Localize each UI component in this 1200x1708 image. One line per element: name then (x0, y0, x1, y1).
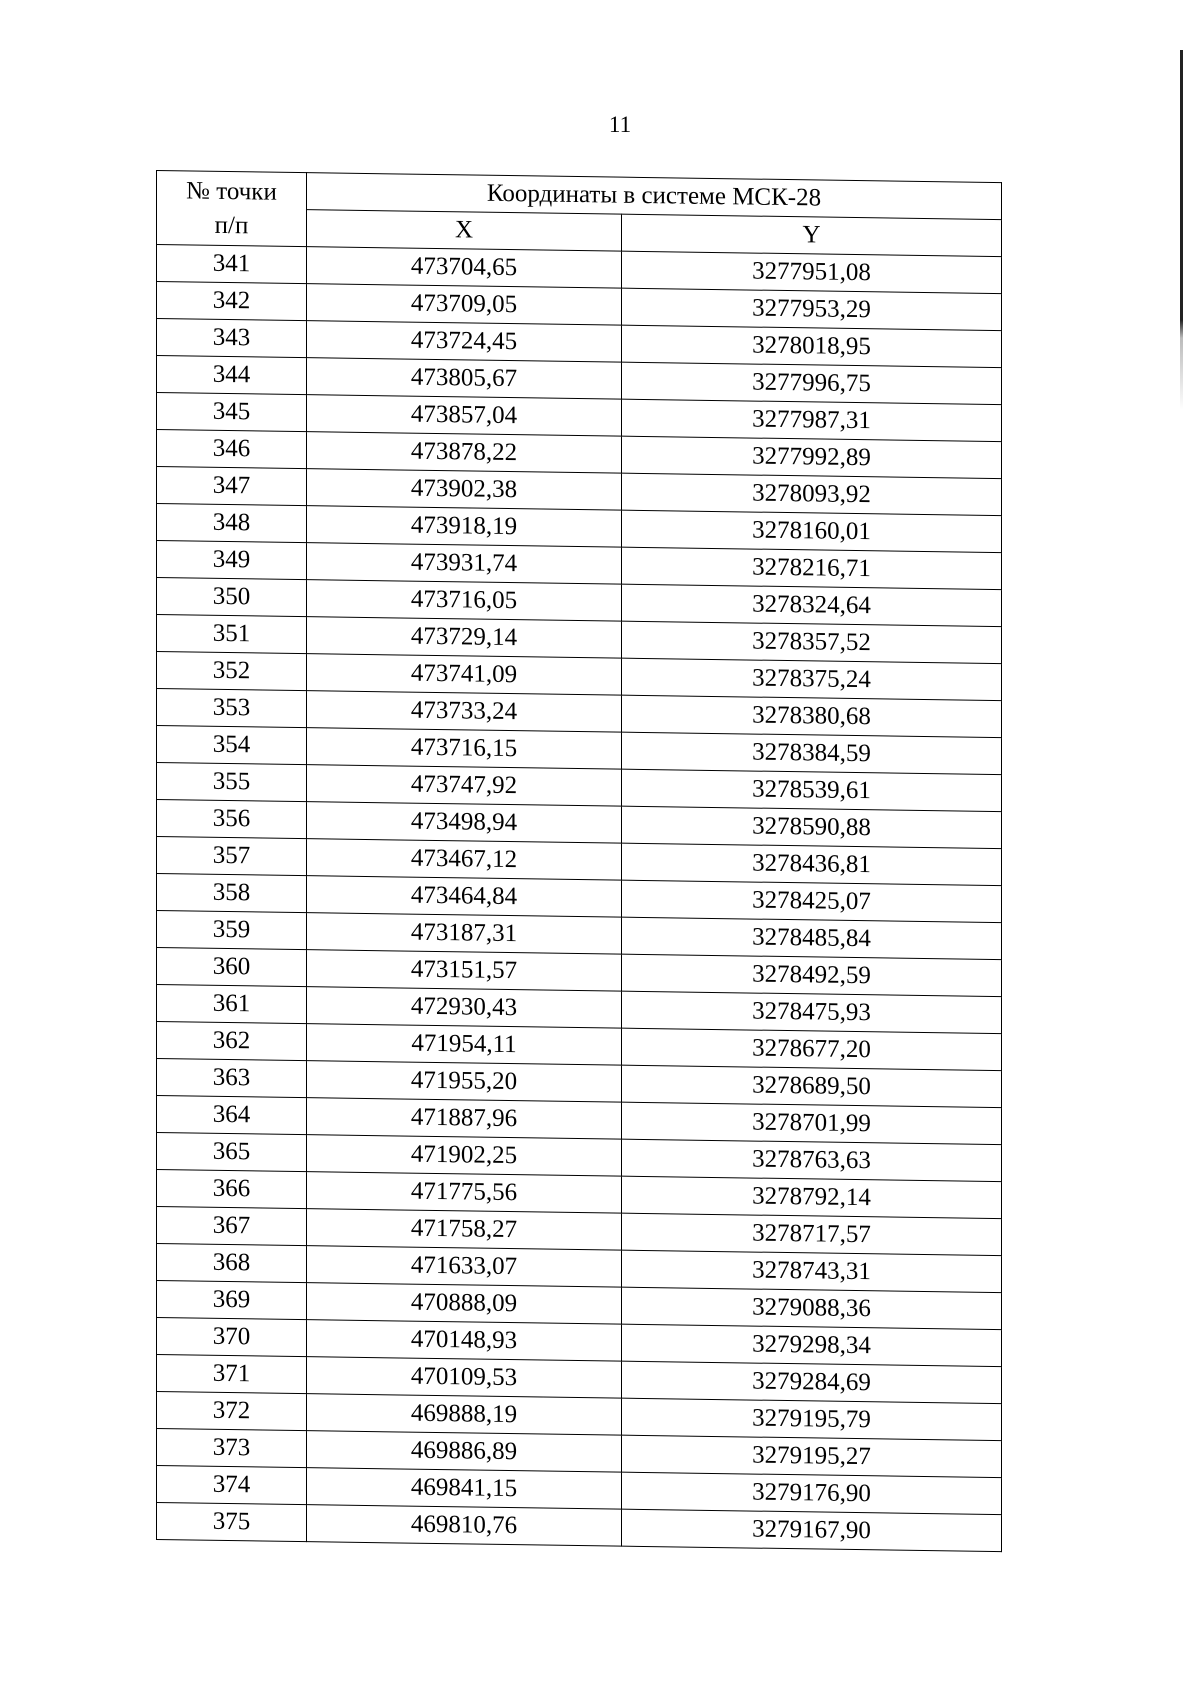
y-coordinate-cell: 3278475,93 (622, 991, 1002, 1033)
x-coordinate-cell: 471633,07 (307, 1246, 622, 1288)
y-coordinate-cell: 3277992,89 (622, 436, 1002, 478)
y-coordinate-cell: 3278375,24 (622, 658, 1002, 700)
y-coordinate-cell: 3279298,34 (622, 1324, 1002, 1366)
x-coordinate-cell: 473729,14 (307, 617, 622, 659)
y-coordinate-cell: 3278216,71 (622, 547, 1002, 589)
point-number-cell: 342 (157, 282, 307, 321)
x-coordinate-cell: 473805,67 (307, 358, 622, 400)
point-number-cell: 374 (157, 1466, 307, 1505)
coordinates-table (156, 170, 1002, 1552)
y-coordinate-cell: 3278436,81 (622, 843, 1002, 885)
point-number-cell: 372 (157, 1392, 307, 1431)
y-coordinate-cell: 3278677,20 (622, 1028, 1002, 1070)
page-number: 11 (608, 112, 632, 137)
point-number-cell: 363 (157, 1059, 307, 1098)
x-coordinate-cell: 470888,09 (307, 1283, 622, 1325)
y-coordinate-cell: 3277951,08 (622, 251, 1002, 293)
x-coordinate-cell: 469841,15 (307, 1468, 622, 1510)
point-number-header-line2: п/п (214, 211, 249, 239)
point-number-cell: 343 (157, 319, 307, 358)
y-coordinate-cell: 3278689,50 (622, 1065, 1002, 1107)
point-number-cell: 359 (157, 911, 307, 950)
x-coordinate-cell: 473716,05 (307, 580, 622, 622)
x-coordinate-cell: 469810,76 (307, 1505, 622, 1547)
x-coordinate-cell: 469888,19 (307, 1394, 622, 1436)
y-coordinate-cell: 3278701,99 (622, 1102, 1002, 1144)
point-number-cell: 354 (157, 726, 307, 765)
x-coordinate-cell: 473857,04 (307, 395, 622, 437)
x-coordinate-cell: 473704,65 (307, 247, 622, 289)
point-number-cell: 355 (157, 763, 307, 802)
y-coordinate-cell: 3278492,59 (622, 954, 1002, 996)
x-coordinate-cell: 471902,25 (307, 1135, 622, 1177)
x-coordinate-cell: 473918,19 (307, 506, 622, 548)
y-coordinate-cell: 3277987,31 (622, 399, 1002, 441)
point-number-cell: 371 (157, 1355, 307, 1394)
y-coordinate-cell: 3278324,64 (622, 584, 1002, 626)
point-number-cell: 373 (157, 1429, 307, 1468)
point-number-cell: 362 (157, 1022, 307, 1061)
point-number-cell: 360 (157, 948, 307, 987)
point-number-header (157, 171, 307, 247)
x-coordinate-cell: 470148,93 (307, 1320, 622, 1362)
y-coordinate-cell: 3278093,92 (622, 473, 1002, 515)
y-coordinate-cell: 3279195,27 (622, 1435, 1002, 1477)
y-coordinate-cell: 3278590,88 (622, 806, 1002, 848)
point-number-cell: 369 (157, 1281, 307, 1320)
x-coordinate-cell: 473741,09 (307, 654, 622, 696)
point-number-cell: 349 (157, 541, 307, 580)
x-coordinate-cell: 473931,74 (307, 543, 622, 585)
x-coordinate-cell: 472930,43 (307, 987, 622, 1029)
x-coordinate-cell: 471775,56 (307, 1172, 622, 1214)
point-number-header-line1: № точки (186, 176, 277, 206)
y-coordinate-cell: 3278539,61 (622, 769, 1002, 811)
point-number-cell: 353 (157, 689, 307, 728)
x-coordinate-cell: 473187,31 (307, 913, 622, 955)
point-number-cell: 365 (157, 1133, 307, 1172)
y-coordinate-cell: 3278380,68 (622, 695, 1002, 737)
y-coordinate-cell: 3278792,14 (622, 1176, 1002, 1218)
y-coordinate-cell: 3278763,63 (622, 1139, 1002, 1181)
point-number-cell: 350 (157, 578, 307, 617)
y-coordinate-cell: 3279088,36 (622, 1287, 1002, 1329)
point-number-cell: 345 (157, 393, 307, 432)
coords-system-header: Координаты в системе МСК-28 (307, 173, 1002, 220)
point-number-cell: 375 (157, 1503, 307, 1542)
y-coordinate-cell: 3278160,01 (622, 510, 1002, 552)
x-coordinate-cell: 471954,11 (307, 1024, 622, 1066)
point-number-cell: 367 (157, 1207, 307, 1246)
y-coordinate-cell: 3278485,84 (622, 917, 1002, 959)
point-number-cell: 346 (157, 430, 307, 469)
x-coordinate-cell: 473878,22 (307, 432, 622, 474)
point-number-cell: 364 (157, 1096, 307, 1135)
x-coordinate-cell: 473467,12 (307, 839, 622, 881)
x-coordinate-cell: 473709,05 (307, 284, 622, 326)
y-column-header: Y (622, 214, 1002, 256)
table-header (157, 171, 1002, 257)
point-number-cell: 348 (157, 504, 307, 543)
x-coordinate-cell: 471758,27 (307, 1209, 622, 1251)
point-number-cell: 357 (157, 837, 307, 876)
x-coordinate-cell: 473151,57 (307, 950, 622, 992)
x-coordinate-cell: 473464,84 (307, 876, 622, 918)
y-coordinate-cell: 3277953,29 (622, 288, 1002, 330)
y-coordinate-cell: 3279167,90 (622, 1509, 1002, 1551)
table-body (157, 245, 1002, 1552)
x-coordinate-cell: 469886,89 (307, 1431, 622, 1473)
x-coordinate-cell: 470109,53 (307, 1357, 622, 1399)
point-number-cell: 368 (157, 1244, 307, 1283)
point-number-cell: 341 (157, 245, 307, 284)
x-coordinate-cell: 473902,38 (307, 469, 622, 511)
x-coordinate-cell: 473498,94 (307, 802, 622, 844)
x-coordinate-cell: 473733,24 (307, 691, 622, 733)
point-number-cell: 356 (157, 800, 307, 839)
point-number-cell: 361 (157, 985, 307, 1024)
y-coordinate-cell: 3278357,52 (622, 621, 1002, 663)
x-column-header: X (307, 210, 622, 252)
x-coordinate-cell: 473747,92 (307, 765, 622, 807)
point-number-cell: 366 (157, 1170, 307, 1209)
y-coordinate-cell: 3279284,69 (622, 1361, 1002, 1403)
y-coordinate-cell: 3277996,75 (622, 362, 1002, 404)
x-coordinate-cell: 473716,15 (307, 728, 622, 770)
scan-edge-mark (1180, 50, 1183, 410)
y-coordinate-cell: 3278425,07 (622, 880, 1002, 922)
point-number-cell: 352 (157, 652, 307, 691)
point-number-cell: 358 (157, 874, 307, 913)
y-coordinate-cell: 3278743,31 (622, 1250, 1002, 1292)
y-coordinate-cell: 3278717,57 (622, 1213, 1002, 1255)
point-number-cell: 370 (157, 1318, 307, 1357)
y-coordinate-cell: 3278384,59 (622, 732, 1002, 774)
point-number-cell: 347 (157, 467, 307, 506)
x-coordinate-cell: 473724,45 (307, 321, 622, 363)
x-coordinate-cell: 471887,96 (307, 1098, 622, 1140)
x-coordinate-cell: 471955,20 (307, 1061, 622, 1103)
y-coordinate-cell: 3279176,90 (622, 1472, 1002, 1514)
y-coordinate-cell: 3279195,79 (622, 1398, 1002, 1440)
point-number-cell: 351 (157, 615, 307, 654)
y-coordinate-cell: 3278018,95 (622, 325, 1002, 367)
point-number-cell: 344 (157, 356, 307, 395)
